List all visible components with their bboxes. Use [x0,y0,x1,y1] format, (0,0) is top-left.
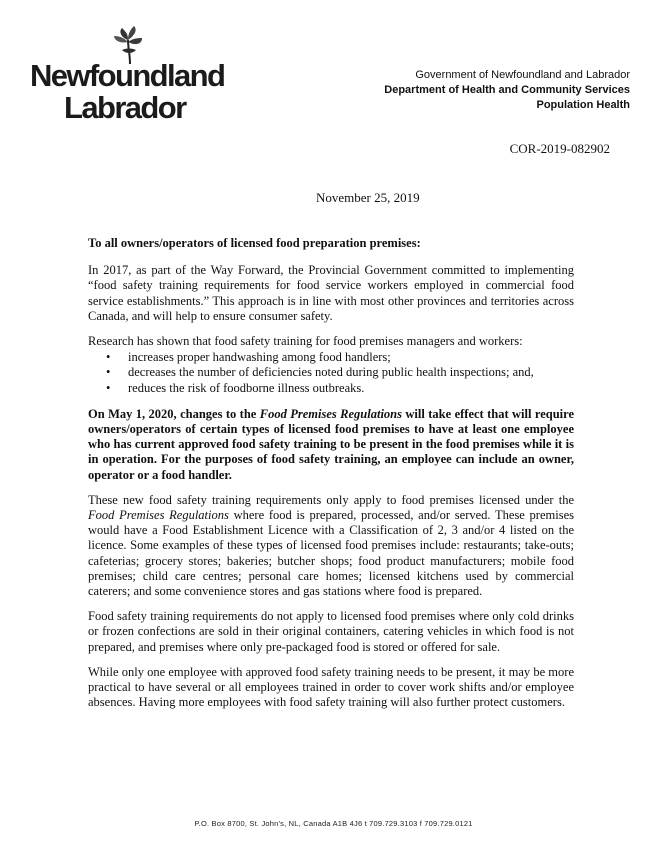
paragraph-intro: In 2017, as part of the Way Forward, the Provincial Government committed to implementing “food safety training requirements for food service workers employed in commercial food service establishments.” This approach is in line with most other provinces and territories across Canada, and will help to ensure consumer safety. [88,263,574,323]
regulation-title: Food Premises Regulations [88,508,229,523]
text-span: On May 1, 2020, changes to the [88,406,260,421]
government-name: Government of Newfoundland and Labrador [415,69,630,81]
letter-body [88,236,574,720]
letterhead-address [384,68,630,113]
paragraph-applicability [88,493,574,599]
salutation: To all owners/operators of licensed food preparation premises: [88,236,421,250]
division-name: Population Health [536,99,630,111]
regulation-title: Food Premises Regulations [259,406,402,421]
paragraph-recommendation: While only one employee with approved food safety training needs to be present, it may be more practical to have several or all employees trained in order to cover work shifts and/or employee absences. Having more employees with food safety training will also further protect customers. [88,664,574,710]
letter-date: November 25, 2019 [316,190,420,205]
footer-address: P.O. Box 8700, St. John's, NL, Canada A1B 4J6 t 709.729.3103 f 709.729.0121 [194,819,473,828]
department-name: Department of Health and Community Services [384,84,630,96]
benefits-list [88,350,574,396]
list-item: • increases proper handwashing among food handlers; [104,350,574,365]
government-logo [30,24,225,125]
text-span: where food is prepared, processed, and/or served. These premises would have a Food Establishment Licence with a Classification of 2, 3 and/or 4 listed on the licence. Some examples of these types of licensed food premises include: restaurants; take-outs; cafeterias; grocery stores; bakeries; butcher shops; food product manufacturers; mobile food premises; child care centres; personal care homes; licensed kitchens used by commercial caterers; and some convenience stores and gas stations where food is prepared. [88,508,574,599]
text-span: will take effect that will require owners/operators of certain types of licensed food premises to have at least one employee who has current approved food safety training to be present in the food premises while it is in operation. For the purposes of food safety training, an employee can include an owner, operator or a food handler. [88,406,574,482]
logo-wordmark-labrador: Labrador [64,90,186,125]
list-item: • decreases the number of deficiencies noted during public health inspections; and, [104,365,574,380]
paragraph-regulation-change [88,407,574,483]
logo-wordmark-newfoundland: Newfoundland [30,58,225,93]
paragraph-exemptions: Food safety training requirements do not apply to licensed food premises where only cold drinks or frozen confections are sold in their original containers, catering vehicles in which food is not prepared, and premises where only pre-packaged food is stored or offered for sale. [88,609,574,654]
paragraph-research: Research has shown that food safety training for food premises managers and workers: [88,334,523,349]
text-span: These new food safety training requirements only apply to food premises licensed under the [88,492,574,507]
reference-number: COR-2019-082902 [509,141,610,156]
list-item: • reduces the risk of foodborne illness outbreaks. [104,381,574,396]
